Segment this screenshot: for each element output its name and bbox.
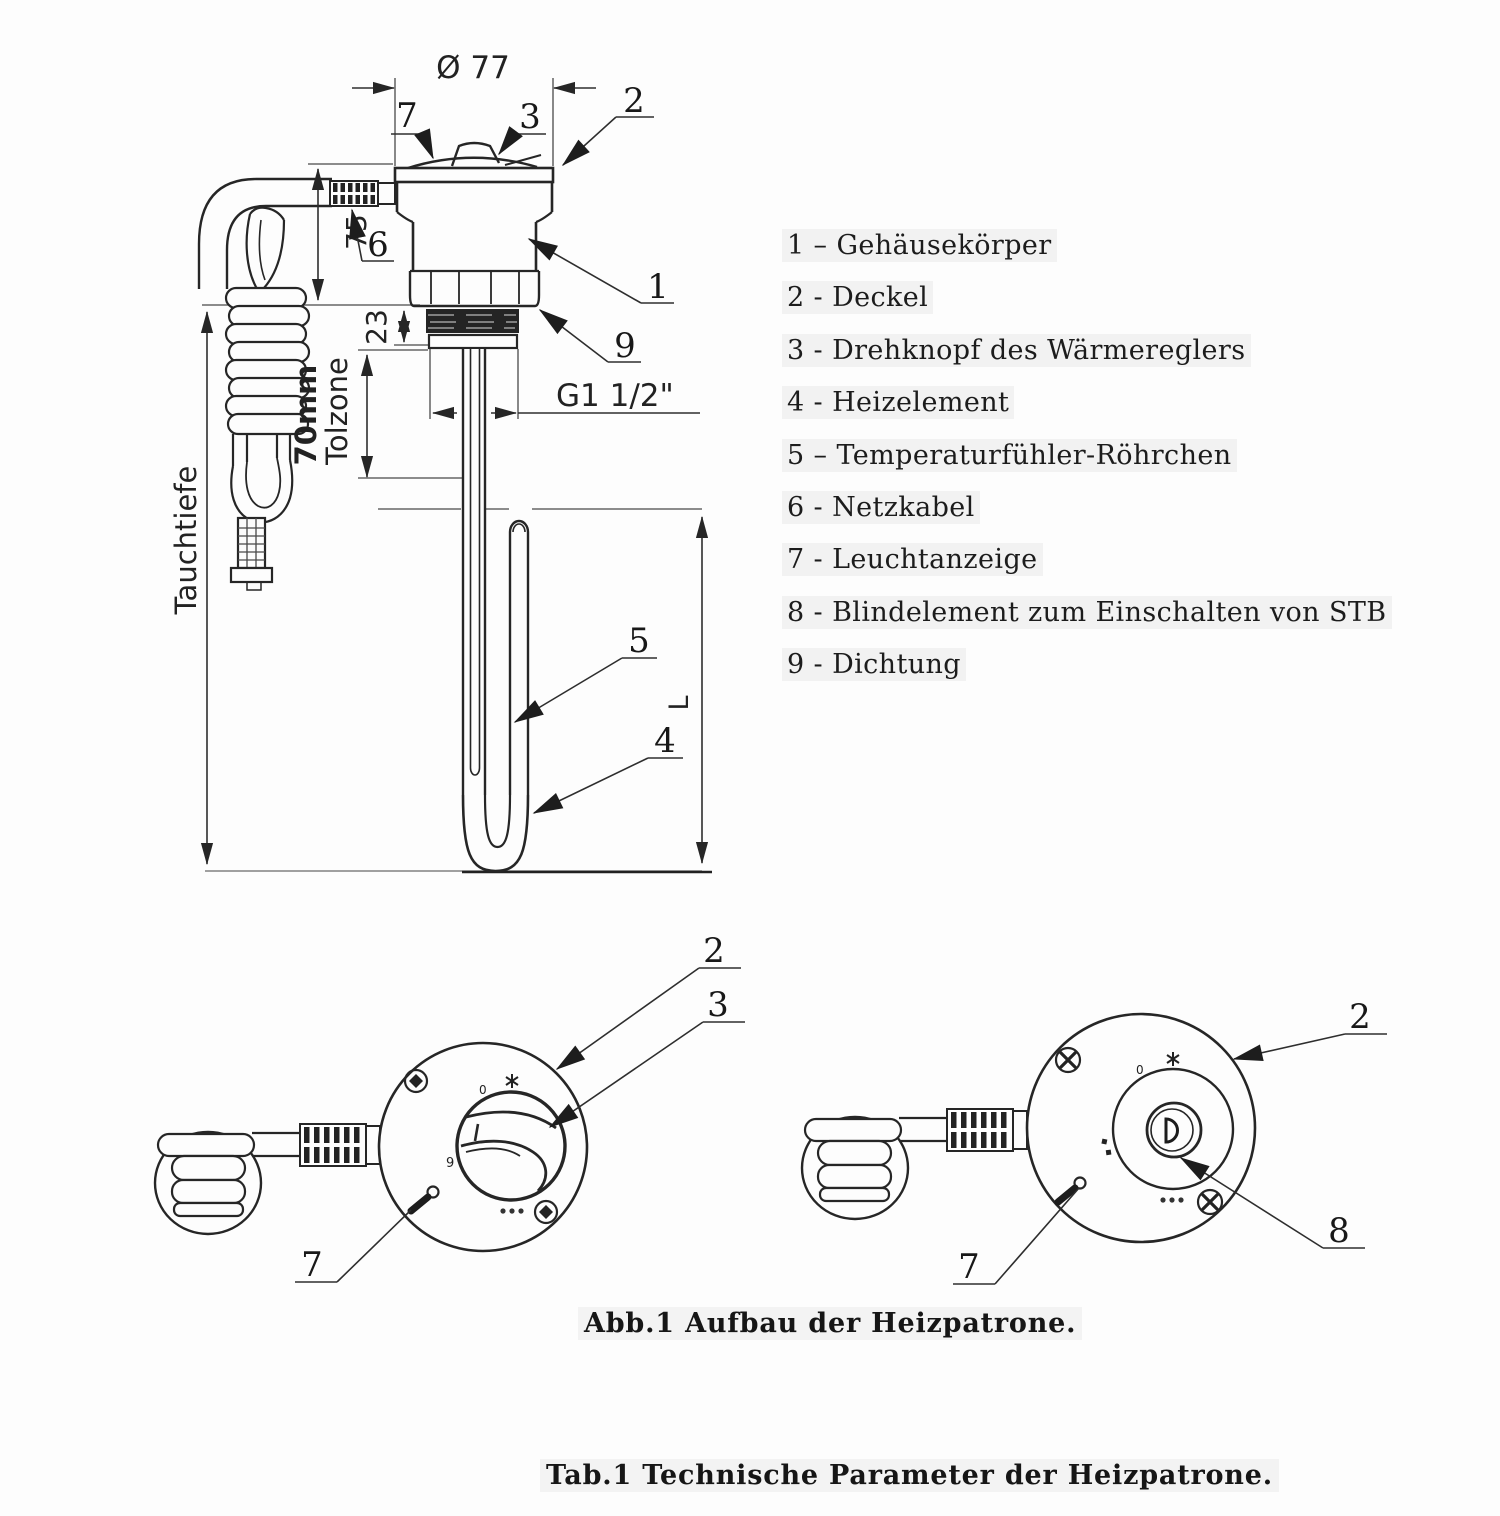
callout-9: 9 [614,326,636,366]
parts-legend [782,228,1387,700]
callout-5: 5 [628,621,650,661]
callout-1: 1 [647,267,669,307]
main-side-view [169,50,712,872]
legend-item-1: 1 – Gehäusekörper [782,228,1362,280]
cable-hook-and-plug [231,434,292,590]
legend-item-9: 9 - Dichtung [782,647,1362,699]
figure-caption: Abb.1 Aufbau der Heizpatrone. [578,1308,1082,1339]
callout-3: 3 [519,97,541,137]
reference-lines [202,78,712,872]
heater-tubes [463,348,528,871]
callout-2: 2 [623,81,645,121]
dimension-lines [207,88,702,864]
callout-3b: 3 [707,985,729,1025]
flange [429,335,517,348]
callout-4: 4 [654,721,676,761]
dim-diameter: Ø 77 [436,50,510,86]
legend-item-4: 4 - Heizelement [782,385,1362,437]
dim-length-l: L [664,695,695,711]
dim-75: 75 [340,214,373,250]
callout-7b: 7 [301,1245,323,1285]
power-cable [199,179,332,290]
legend-item-3: 3 - Drehknopf des Wärmereglers [782,333,1362,385]
cover-disc [379,1043,587,1251]
top-view-without-knob [802,997,1387,1287]
thread-bushing [426,309,519,333]
cable-gland [330,181,395,206]
dim-tauchtiefe: Tauchtiefe [169,465,203,615]
top-view-with-knob [155,931,745,1285]
callout-2b: 2 [703,931,725,971]
legend-item-7: 7 - Leuchtanzeige [782,542,1362,594]
svg-text:0: 0 [479,1083,487,1097]
callout-6: 6 [367,225,389,265]
cap-rim [395,168,553,182]
dim-thread: G1 1/2" [556,378,674,414]
housing-body [395,143,553,348]
legend-item-2: 2 - Deckel [782,280,1362,332]
callout-8: 8 [1328,1211,1350,1251]
dim-70mm: 70mm [289,364,323,466]
table-caption: Tab.1 Technische Parameter der Heizpatrone. [540,1460,1279,1491]
svg-text:0: 0 [1136,1063,1144,1077]
callout-7c: 7 [958,1247,980,1287]
legend-item-5: 5 – Temperaturfühler-Röhrchen [782,438,1362,490]
callout-2c: 2 [1349,997,1371,1037]
callout-7: 7 [396,96,418,136]
dim-23: 23 [360,309,393,345]
dim-tolzone: Tolzone [320,357,354,465]
svg-text:9: 9 [446,1156,455,1171]
legend-item-6: 6 - Netzkabel [782,490,1362,542]
legend-item-8: 8 - Blindelement zum Einschalten von STB [782,595,1362,647]
